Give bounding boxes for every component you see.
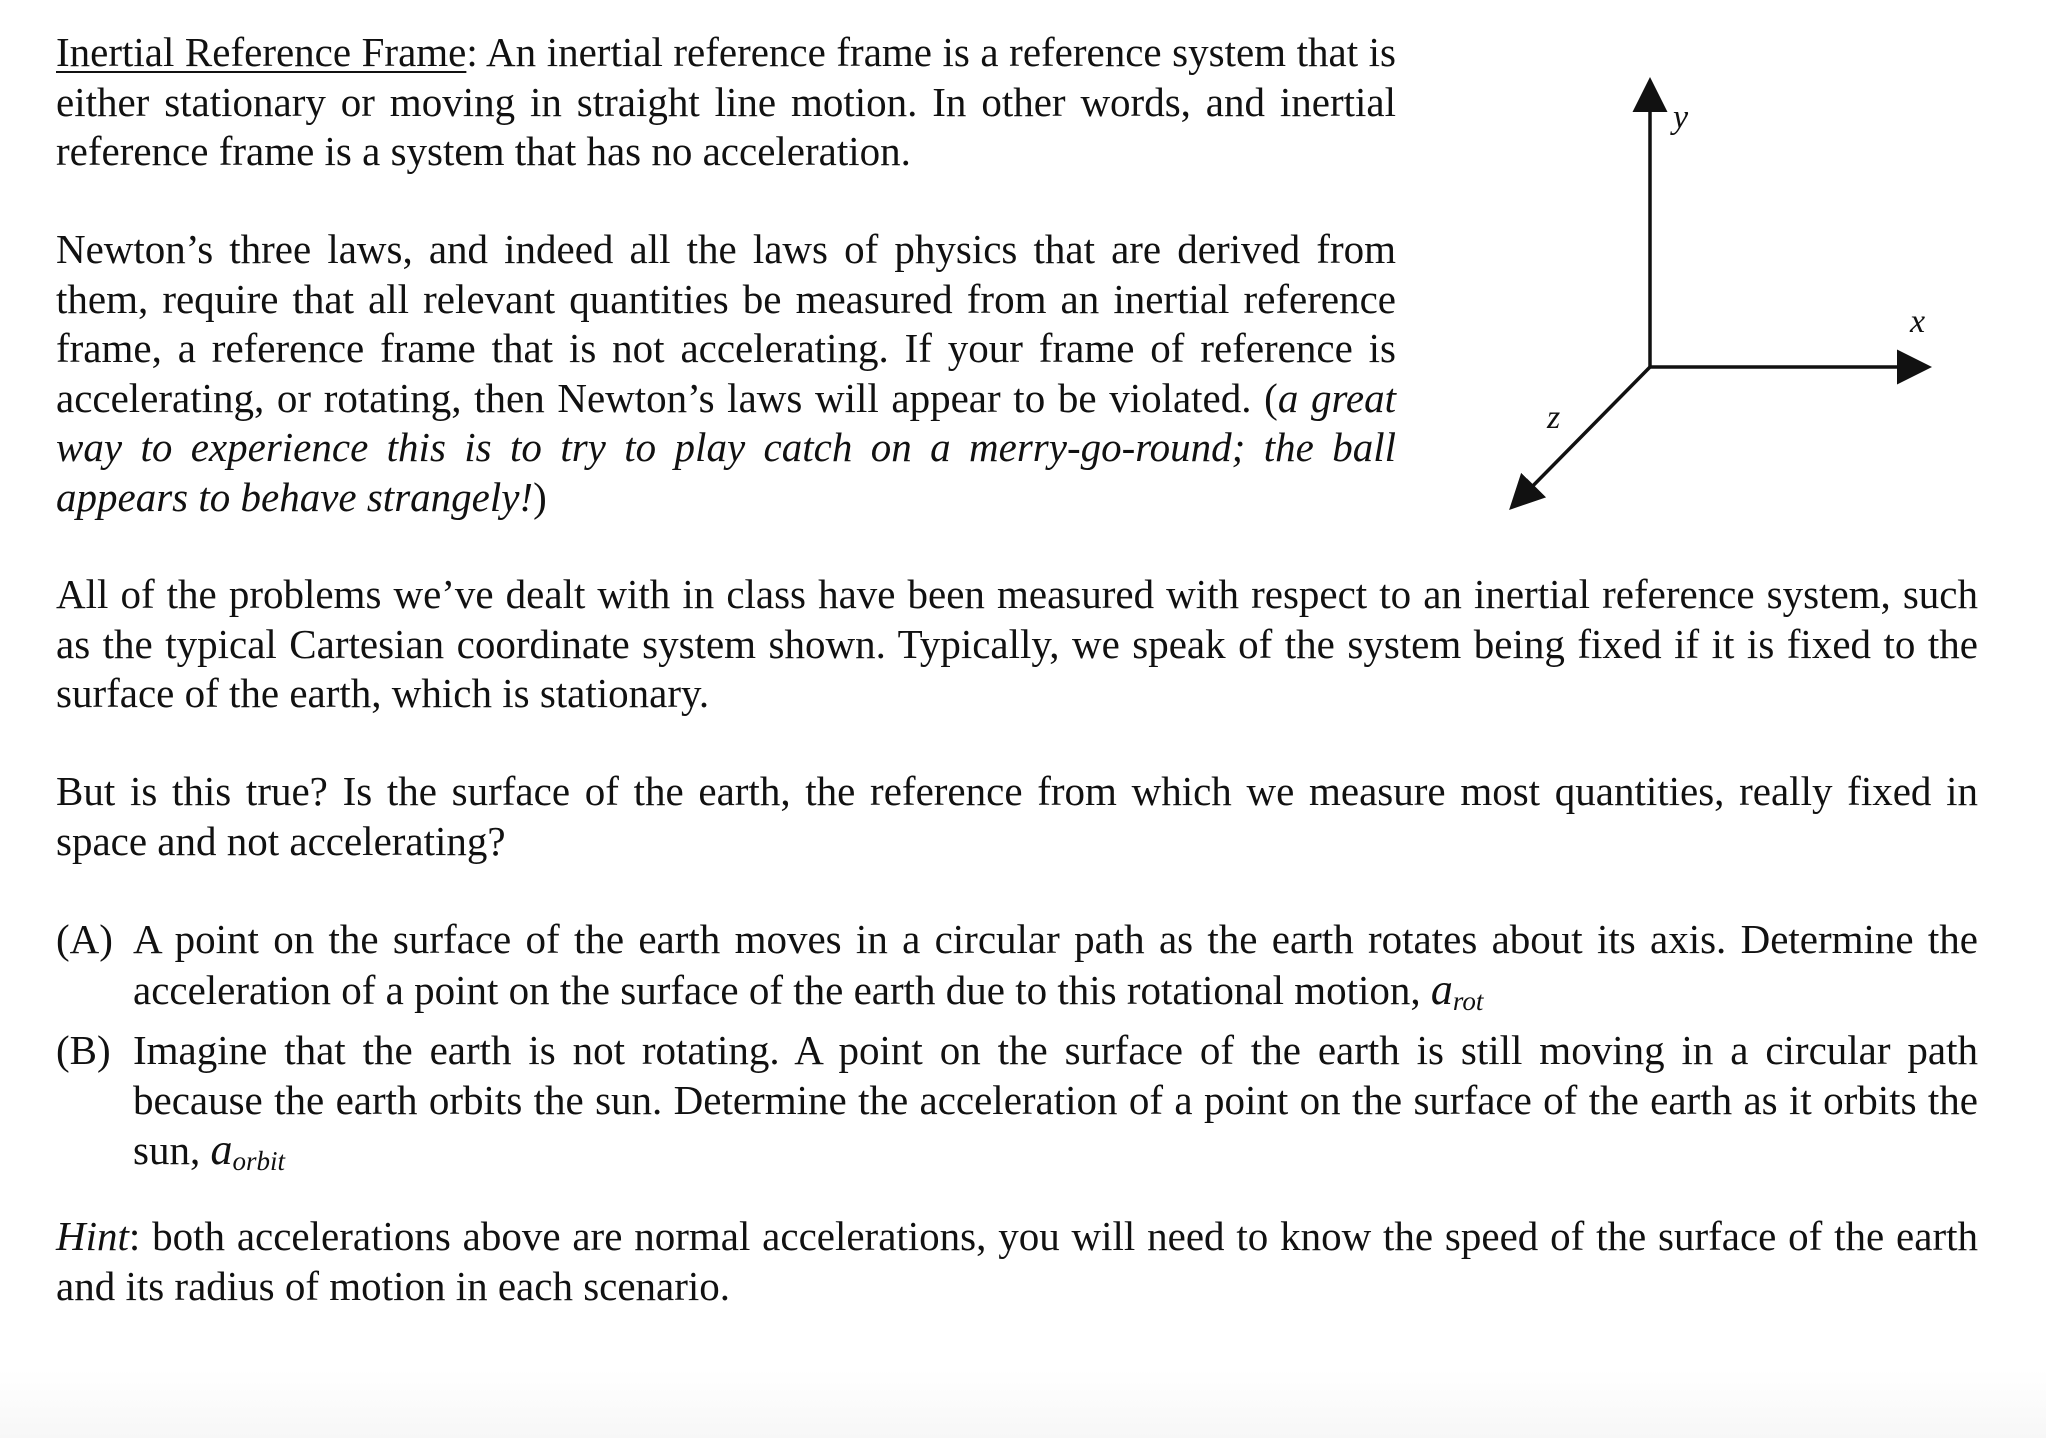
newton-aside: a great way to experience this is to try to play catch on a merry-go-round; the ball appears to behave strangely! — [56, 374, 1396, 520]
part-b-text: Imagine that the earth is not rotating. A point on the surface of the earth is still moving in a circular path because the earth orbits the sun. Determine the acceleration of a point on the surface of the earth as it orbits the sun, — [133, 1027, 1978, 1173]
part-a-text: A point on the surface of the earth moves in a circular path as the earth rotates about its axis. Determine the acceleration of a point on the surface of the earth due to this rotational motion, — [133, 916, 1978, 1013]
hint-label: Hint — [56, 1213, 129, 1259]
newton-close: ) — [533, 473, 547, 520]
part-b-label: (B) — [56, 1027, 111, 1073]
intro-paragraph — [56, 28, 1396, 177]
a-orbit-symbol: a — [210, 1125, 233, 1174]
hint-paragraph — [56, 1212, 1978, 1311]
z-axis — [1514, 367, 1650, 505]
intro-text: : An inertial reference frame is a reference system that is either stationary or moving in straight line motion. In other words, and inertial reference frame is a system that has no acceleration. — [56, 29, 1396, 174]
y-axis-label: y — [1673, 99, 1689, 136]
x-axis-label: x — [1910, 303, 1926, 340]
part-a-label: (A) — [56, 916, 113, 962]
class-problems-text: All of the problems we’ve dealt with in class have been measured with respect to an inertial reference system, such as the typical Cartesian coordinate system shown. Typically, we speak of the system being fixed if it is fixed to the surface of the earth, which is stationary. — [56, 571, 1978, 716]
question-paragraph — [56, 767, 1978, 866]
cartesian-axes-diagram — [1480, 70, 1940, 530]
class-problems-paragraph — [56, 570, 1978, 719]
a-orbit-subscript: orbit — [232, 1146, 285, 1176]
term-inertial-reference-frame: Inertial Reference Frame — [56, 29, 467, 75]
z-axis-label: z — [1547, 399, 1561, 436]
a-rot-subscript: rot — [1452, 985, 1484, 1016]
part-b — [56, 1026, 1978, 1187]
hint-text: : both accelerations above are normal accelerations, you will need to know the speed of the surface of the earth and its radius of motion in each scenario. — [56, 1213, 1978, 1309]
a-rot-symbol: a — [1430, 964, 1453, 1014]
problem-parts — [56, 915, 1978, 1187]
part-a — [56, 915, 1978, 1026]
newton-paragraph — [56, 225, 1396, 522]
question-text: But is this true? Is the surface of the earth, the reference from which we measure most quantities, really fixed in space and not accelerating? — [56, 768, 1978, 864]
newton-text: Newton’s three laws, and indeed all the laws of physics that are derived from them, require that all relevant quantities be measured from an inertial reference frame, a reference frame that is not accelerating. If your frame of reference is accelerating, or rotating, then Newton’s laws will appear to be violated. ( — [56, 226, 1396, 421]
